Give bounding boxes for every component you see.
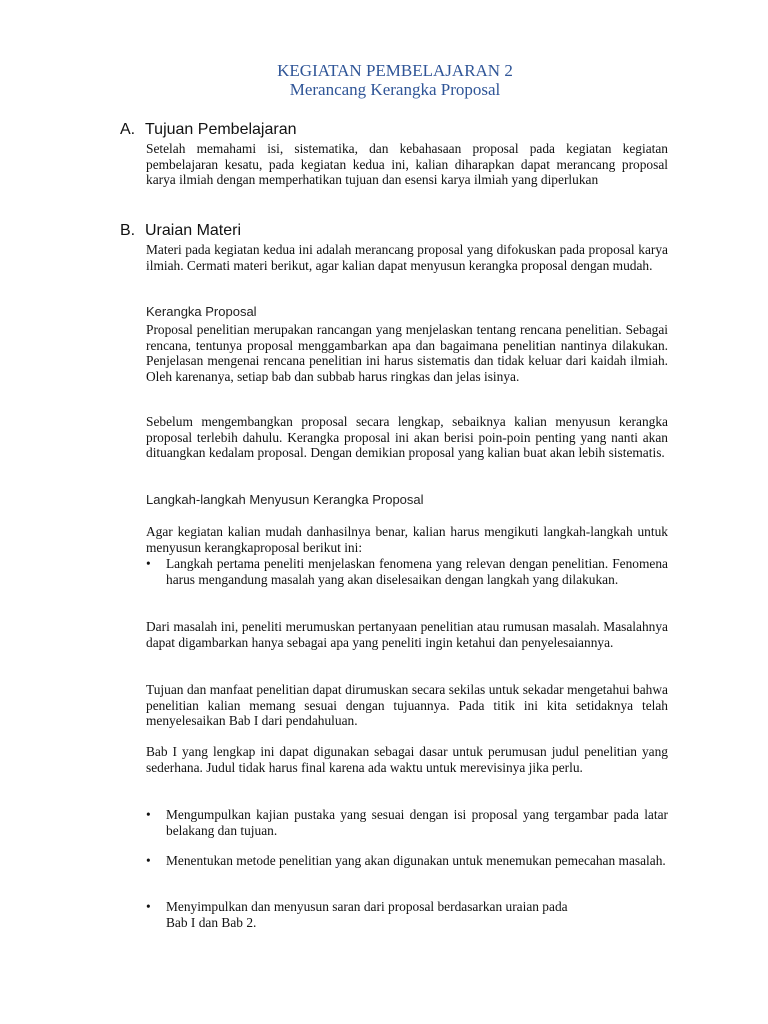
list-item-text: Mengumpulkan kajian pustaka yang sesuai dengan isi proposal yang tergambar pada latar belakang dan tujuan. xyxy=(166,807,668,838)
subheading-langkah-langkah: Langkah-langkah Menyusun Kerangka Proposal xyxy=(146,492,424,507)
section-b-heading xyxy=(120,222,241,240)
section-b-intro: Materi pada kegiatan kedua ini adalah merancang proposal yang difokuskan pada proposal karya ilmiah. Cermati materi berikut, agar kalian dapat menyusun kerangka proposal dengan mudah. xyxy=(146,242,668,273)
section-a-title: Tujuan Pembelajaran xyxy=(145,121,297,138)
paragraph-tujuan-manfaat: Tujuan dan manfaat penelitian dapat dirumuskan secara sekilas untuk sekadar mengetahui bahwa penelitian kalian memang sesuai dengan tujuannya. Pada titik ini kita setidaknya telah menyelesaikan Bab I dari pendahuluan. xyxy=(146,682,668,729)
bullet-icon: • xyxy=(146,899,151,914)
list-item-text-line1: Menyimpulkan dan menyusun saran dari proposal berdasarkan uraian pada xyxy=(166,899,568,914)
section-b-letter: B. xyxy=(120,222,136,239)
section-a-letter: A. xyxy=(120,121,136,138)
section-a-heading xyxy=(120,121,297,139)
subheading-kerangka-proposal: Kerangka Proposal xyxy=(146,304,257,319)
list-item-text: Menentukan metode penelitian yang akan digunakan untuk menemukan pemecahan masalah. xyxy=(166,853,666,868)
paragraph-langkah-intro: Agar kegiatan kalian mudah danhasilnya benar, kalian harus mengikuti langkah-langkah untuk menyusun kerangkaproposal berikut ini: xyxy=(146,524,668,555)
paragraph-bab-i: Bab I yang lengkap ini dapat digunakan sebagai dasar untuk perumusan judul penelitian yang sederhana. Judul tidak harus final karena ada waktu untuk merevisinya jika perlu. xyxy=(146,744,668,775)
bullet-icon: • xyxy=(146,853,151,868)
list-item-text-line2: Bab I dan Bab 2. xyxy=(166,914,257,930)
list-item-text xyxy=(166,899,668,930)
paragraph-kerangka-2: Sebelum mengembangkan proposal secara lengkap, sebaiknya kalian menyusun kerangka proposal terlebih dahulu. Kerangka proposal ini akan berisi poin-poin penting yang nanti akan dituangkan kedalam proposal. Dengan demikian proposal yang kalian buat akan lebih sistematis. xyxy=(146,414,668,461)
section-a-paragraph: Setelah memahami isi, sistematika, dan kebahasaan proposal pada kegiatan kegiatan pembelajaran kesatu, pada kegiatan kedua ini, kalian diharapkan dapat merancang proposal karya ilmiah dengan memperhatikan tujuan dan esensi karya ilmiah yang diperlukan xyxy=(146,141,668,188)
page-subtitle: Merancang Kerangka Proposal xyxy=(289,80,501,99)
section-b-title: Uraian Materi xyxy=(145,222,242,239)
page-title: KEGIATAN PEMBELAJARAN 2 xyxy=(277,61,513,80)
paragraph-rumusan-masalah: Dari masalah ini, peneliti merumuskan pertanyaan penelitian atau rumusan masalah. Masalahnya dapat digambarkan hanya sebagai apa yang peneliti ingin ketahui dan penyelesaiannya. xyxy=(146,619,668,650)
bullet-icon: • xyxy=(146,556,151,571)
bullet-icon: • xyxy=(146,807,151,822)
paragraph-kerangka-1: Proposal penelitian merupakan rancangan yang menjelaskan tentang rencana penelitian. Sebagai rencana, tentunya proposal menggambarkan apa dan bagaimana penelitian nantinya dilakukan. Penjelasan mengenai rencana penelitian ini harus sistematis dan tidak keluar dari kaidah ilmiah. Oleh karenanya, setiap bab dan subbab harus ringkas dan jelas isinya. xyxy=(146,322,668,384)
list-item-text: Langkah pertama peneliti menjelaskan fenomena yang relevan dengan penelitian. Fenomena harus mengandung masalah yang akan diselesaikan dengan langkah yang dilakukan. xyxy=(166,556,668,587)
